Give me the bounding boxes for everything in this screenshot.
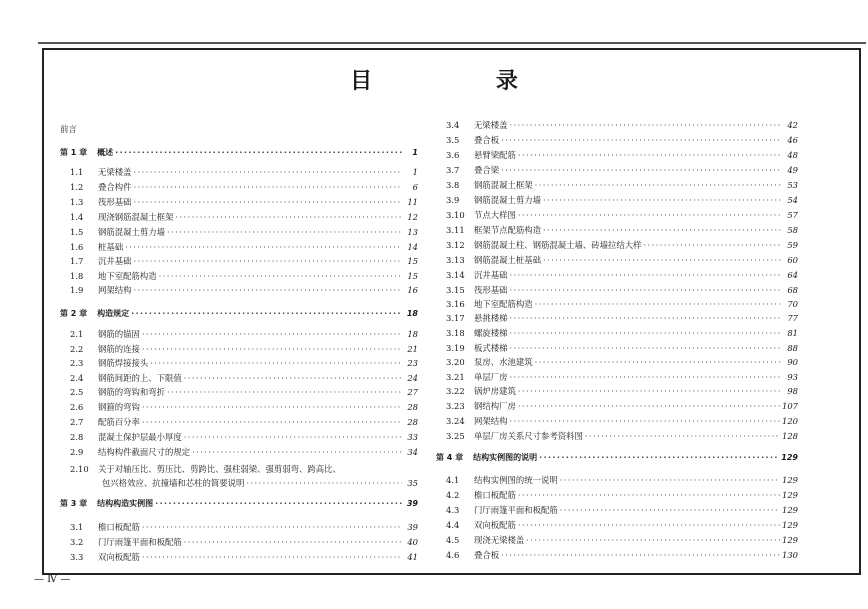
toc-entry[interactable] xyxy=(70,256,418,267)
leader-dots xyxy=(159,271,402,282)
page-number: 6 xyxy=(412,182,418,192)
page-number: 1 xyxy=(412,148,418,157)
section-number: 3.25 xyxy=(446,431,465,441)
leader-dots xyxy=(518,386,782,397)
section-title: 现浇钢筋混凝土框架 xyxy=(98,212,174,222)
page-number: 129 xyxy=(782,505,798,515)
section-title: 悬挑楼梯 xyxy=(474,313,508,323)
section-number: 3.6 xyxy=(446,150,460,160)
section-number: 3.7 xyxy=(446,165,460,175)
chapter-title: 结构构造实例图 xyxy=(97,499,154,508)
page-number: 15 xyxy=(407,271,418,281)
leader-dots xyxy=(501,550,780,561)
leader-dots xyxy=(510,285,783,296)
section-title: 网架结构 xyxy=(98,285,132,295)
page-number: 90 xyxy=(787,357,798,367)
section-number: 3.17 xyxy=(446,313,465,323)
page-number: 130 xyxy=(782,550,798,560)
section-number: 4.4 xyxy=(446,520,460,530)
chapter-number: 第 4 章 xyxy=(436,453,464,462)
section-number: 2.3 xyxy=(70,358,84,368)
section-number: 1.9 xyxy=(70,285,84,295)
section-number: 2.6 xyxy=(70,402,84,412)
leader-dots xyxy=(125,242,402,253)
toc-entry[interactable] xyxy=(446,372,798,383)
section-number: 1.6 xyxy=(70,242,84,252)
leader-dots xyxy=(560,505,780,516)
section-title: 门厅雨篷平面和板配筋 xyxy=(98,537,182,547)
section-number: 1.3 xyxy=(70,197,84,207)
page-number: 129 xyxy=(782,520,798,530)
leader-dots xyxy=(175,212,402,223)
section-title: 筏形基础 xyxy=(98,197,132,207)
toc-entry[interactable] xyxy=(446,505,798,516)
toc-entry[interactable] xyxy=(70,197,418,208)
section-title: 螺旋楼梯 xyxy=(474,328,508,338)
page-number: 120 xyxy=(782,416,798,426)
leader-dots xyxy=(134,197,403,208)
section-number: 2.9 xyxy=(70,447,84,457)
section-title: 无梁楼盖 xyxy=(474,120,508,130)
leader-dots xyxy=(501,165,782,176)
page-number: 48 xyxy=(787,150,798,160)
leader-dots xyxy=(543,255,782,266)
section-title: 无梁楼盖 xyxy=(98,167,132,177)
toc-entry[interactable] xyxy=(446,120,798,131)
toc-entry[interactable] xyxy=(446,150,798,161)
section-number: 1.1 xyxy=(70,167,84,177)
section-number: 4.5 xyxy=(446,535,460,545)
page-title: 目 录 xyxy=(350,69,576,94)
section-title: 钢筋间距的上、下限值 xyxy=(98,373,182,383)
page-number: 13 xyxy=(407,227,418,237)
leader-dots xyxy=(184,373,402,384)
leader-dots xyxy=(184,537,402,548)
section-title: 钢结构厂房 xyxy=(474,401,516,411)
section-number: 3.16 xyxy=(446,299,465,309)
toc-entry[interactable] xyxy=(446,165,798,176)
leader-dots xyxy=(510,313,783,324)
leader-dots xyxy=(510,120,783,131)
section-title: 双向板配筋 xyxy=(474,520,516,530)
page-number: 15 xyxy=(407,256,418,266)
section-number: 4.6 xyxy=(446,550,460,560)
section-title: 双向板配筋 xyxy=(98,552,140,562)
toc-entry[interactable] xyxy=(70,522,418,533)
section-title: 钢筋混凝土剪力墙 xyxy=(98,227,165,237)
toc-entry[interactable] xyxy=(70,227,418,238)
page-number: 14 xyxy=(407,242,418,252)
leader-dots xyxy=(192,447,402,458)
leader-dots xyxy=(560,475,780,486)
toc-entry[interactable] xyxy=(70,242,418,253)
chapter-number: 第 3 章 xyxy=(60,499,88,508)
toc-entry[interactable] xyxy=(70,212,418,223)
page-number: 33 xyxy=(407,432,418,442)
page-number: 58 xyxy=(787,225,798,235)
toc-entry[interactable] xyxy=(70,552,418,563)
chapter-number: 第 2 章 xyxy=(60,309,88,318)
section-title: 前言 xyxy=(60,124,77,134)
toc-entry[interactable] xyxy=(70,329,418,340)
page-number: 39 xyxy=(406,499,418,508)
section-title: 叠合板 xyxy=(474,550,500,560)
leader-dots xyxy=(142,402,402,413)
leader-dots xyxy=(134,182,403,193)
page-number: 18 xyxy=(407,329,418,339)
section-title: 单层厂房 xyxy=(474,372,508,382)
toc-entry[interactable] xyxy=(70,447,418,458)
page-number: 24 xyxy=(407,373,418,383)
leader-dots xyxy=(131,308,402,319)
toc-entry[interactable] xyxy=(446,240,798,251)
section-title: 钢筋的连接 xyxy=(98,344,140,354)
page-number: 107 xyxy=(782,401,798,411)
leader-dots xyxy=(644,240,783,251)
section-number: 1.2 xyxy=(70,182,84,192)
toc-entry[interactable] xyxy=(70,464,418,475)
toc-entry[interactable] xyxy=(446,328,798,339)
toc-entry[interactable] xyxy=(446,550,798,561)
section-number: 3.22 xyxy=(446,386,465,396)
leader-dots xyxy=(543,225,782,236)
page-number: 81 xyxy=(787,328,798,338)
section-number: 4.2 xyxy=(446,490,460,500)
page-number: 93 xyxy=(787,372,798,382)
section-number: 2.2 xyxy=(70,344,84,354)
section-title: 网架结构 xyxy=(474,416,508,426)
section-title: 地下室配筋构造 xyxy=(474,299,533,309)
page-number: 18 xyxy=(406,309,418,318)
toc-entry[interactable] xyxy=(446,210,798,221)
page-number: 88 xyxy=(787,343,798,353)
toc-entry[interactable] xyxy=(446,225,798,236)
page-number: 64 xyxy=(787,270,798,280)
leader-dots xyxy=(535,357,782,368)
leader-dots xyxy=(142,344,402,355)
page-number: 77 xyxy=(787,313,798,323)
toc-entry[interactable] xyxy=(70,402,418,413)
page-number: 129 xyxy=(782,535,798,545)
page-number: 12 xyxy=(407,212,418,222)
section-number: 2.10 xyxy=(70,464,89,474)
section-number: 2.8 xyxy=(70,432,84,442)
section-number: 3.24 xyxy=(446,416,465,426)
section-number: 4.3 xyxy=(446,505,460,515)
section-number: 2.7 xyxy=(70,417,84,427)
section-number: 3.9 xyxy=(446,195,460,205)
toc-entry[interactable] xyxy=(70,285,418,296)
page-number: 129 xyxy=(782,475,798,485)
section-number: 4.1 xyxy=(446,475,460,485)
section-title: 叠合构件 xyxy=(98,182,132,192)
toc-entry[interactable] xyxy=(446,490,798,501)
section-number: 1.4 xyxy=(70,212,84,222)
toc-chapter[interactable] xyxy=(60,147,418,158)
leader-dots xyxy=(150,358,402,369)
page-number: 60 xyxy=(787,255,798,265)
section-title: 沉井基础 xyxy=(474,270,508,280)
page-edge-line xyxy=(38,42,866,44)
section-title: 钢筋混凝土框架 xyxy=(474,180,533,190)
toc-entry[interactable] xyxy=(446,475,798,486)
page-number: 42 xyxy=(787,120,798,130)
toc-chapter[interactable] xyxy=(60,308,418,319)
leader-dots xyxy=(167,227,402,238)
page-number: 129 xyxy=(781,453,798,462)
section-title: 混凝土保护层最小厚度 xyxy=(98,432,182,442)
section-title: 板式楼梯 xyxy=(474,343,508,353)
section-number: 3.21 xyxy=(446,372,465,382)
section-number: 3.19 xyxy=(446,343,465,353)
toc-entry[interactable] xyxy=(70,358,418,369)
leader-dots xyxy=(510,270,783,281)
toc-chapter[interactable] xyxy=(436,452,798,463)
section-title-continued: 包兴格效应、抗撞墙和芯柱的简要说明 xyxy=(102,478,245,488)
toc-preface[interactable] xyxy=(60,124,418,135)
section-title: 关于对轴压比、剪压比、剪跨比、强柱弱梁、强剪弱弯、跨高比、 xyxy=(98,464,341,474)
page-number: 34 xyxy=(407,447,418,457)
section-number: 3.1 xyxy=(70,522,84,532)
toc-entry[interactable] xyxy=(70,182,418,193)
section-title: 钢筋的弯钩和弯折 xyxy=(98,387,165,397)
section-number: 3.13 xyxy=(446,255,465,265)
section-title: 结构实例图的统一说明 xyxy=(474,475,558,485)
section-number: 1.5 xyxy=(70,227,84,237)
leader-dots xyxy=(134,167,403,178)
section-title: 钢筋焊接接头 xyxy=(98,358,149,368)
page-number: 54 xyxy=(787,195,798,205)
section-title: 框架节点配筋构造 xyxy=(474,225,541,235)
leader-dots xyxy=(510,372,783,383)
toc-entry[interactable] xyxy=(70,417,418,428)
toc-entry[interactable] xyxy=(446,299,798,310)
leader-dots xyxy=(184,432,402,443)
toc-entry[interactable] xyxy=(446,386,798,397)
section-title: 节点大样图 xyxy=(474,210,516,220)
section-title: 结构构件截面尺寸的规定 xyxy=(98,447,191,457)
leader-dots xyxy=(246,478,402,489)
toc-entry[interactable] xyxy=(446,255,798,266)
leader-dots xyxy=(134,256,403,267)
section-title: 叠合梁 xyxy=(474,165,500,175)
section-number: 3.8 xyxy=(446,180,460,190)
chapter-title: 构造规定 xyxy=(97,309,130,318)
leader-dots xyxy=(510,416,781,427)
section-title: 门厅雨篷平面和板配筋 xyxy=(474,505,558,515)
section-title: 配筋百分率 xyxy=(98,417,140,427)
page-number: 68 xyxy=(787,285,798,295)
chapter-title: 结构实例图的说明 xyxy=(473,453,538,462)
page-number: 28 xyxy=(407,417,418,427)
section-number: 2.1 xyxy=(70,329,84,339)
toc-entry[interactable] xyxy=(70,537,418,548)
section-title: 钢箍的弯钩 xyxy=(98,402,140,412)
section-number: 3.23 xyxy=(446,401,465,411)
section-number: 3.3 xyxy=(70,552,84,562)
section-number: 1.8 xyxy=(70,271,84,281)
toc-entry-continuation[interactable] xyxy=(102,478,418,489)
page-number: 27 xyxy=(407,387,418,397)
page-number: 28 xyxy=(407,402,418,412)
leader-dots xyxy=(142,329,402,340)
leader-dots xyxy=(543,195,782,206)
page-number: 11 xyxy=(407,197,418,207)
section-title: 钢筋混凝土桩基础 xyxy=(474,255,541,265)
leader-dots xyxy=(142,417,402,428)
section-title: 沉井基础 xyxy=(98,256,132,266)
section-title: 叠合板 xyxy=(474,135,500,145)
leader-dots xyxy=(501,135,782,146)
leader-dots xyxy=(155,498,402,509)
leader-dots xyxy=(535,180,782,191)
page-number: 70 xyxy=(787,299,798,309)
section-number: 3.12 xyxy=(446,240,465,250)
leader-dots xyxy=(134,285,403,296)
toc-entry[interactable] xyxy=(446,195,798,206)
section-title: 钢筋混凝土柱、钢筋混凝土墙、砖墙拉结大样 xyxy=(474,240,642,250)
section-title: 泵房、水池建筑 xyxy=(474,357,533,367)
section-title: 檐口板配筋 xyxy=(98,522,140,532)
toc-entry[interactable] xyxy=(446,535,798,546)
page-number: 46 xyxy=(787,135,798,145)
section-title: 悬臂梁配筋 xyxy=(474,150,516,160)
page-number: 23 xyxy=(407,358,418,368)
leader-dots xyxy=(535,299,782,310)
leader-dots xyxy=(585,431,780,442)
toc-entry[interactable] xyxy=(446,343,798,354)
leader-dots xyxy=(539,452,779,463)
leader-dots xyxy=(518,490,780,501)
section-title: 锅炉房建筑 xyxy=(474,386,516,396)
section-number: 2.4 xyxy=(70,373,84,383)
toc-entry[interactable] xyxy=(70,271,418,282)
section-number: 3.18 xyxy=(446,328,465,338)
section-number: 3.20 xyxy=(446,357,465,367)
section-title: 桩基础 xyxy=(98,242,124,252)
page-number: 49 xyxy=(787,165,798,175)
section-number: 1.7 xyxy=(70,256,84,266)
toc-entry[interactable] xyxy=(446,357,798,368)
leader-dots xyxy=(142,522,402,533)
page-number: 16 xyxy=(407,285,418,295)
section-number: 3.14 xyxy=(446,270,465,280)
toc-entry[interactable] xyxy=(446,285,798,296)
section-title: 檐口板配筋 xyxy=(474,490,516,500)
toc-entry[interactable] xyxy=(446,270,798,281)
leader-dots xyxy=(518,401,780,412)
toc-entry[interactable] xyxy=(446,416,798,427)
page-number: 39 xyxy=(407,522,418,532)
toc-entry[interactable] xyxy=(70,373,418,384)
page-number: 128 xyxy=(782,431,798,441)
leader-dots xyxy=(142,552,402,563)
chapter-title: 概述 xyxy=(97,148,114,157)
section-title: 钢筋混凝土剪力墙 xyxy=(474,195,541,205)
page-number: 57 xyxy=(787,210,798,220)
section-title: 现浇无梁楼盖 xyxy=(474,535,525,545)
toc-entry[interactable] xyxy=(446,431,798,442)
toc-chapter[interactable] xyxy=(60,498,418,509)
section-number: 3.2 xyxy=(70,537,84,547)
chapter-number: 第 1 章 xyxy=(60,148,88,157)
section-title: 地下室配筋构造 xyxy=(98,271,157,281)
toc-entry[interactable] xyxy=(446,313,798,324)
leader-dots xyxy=(518,520,780,531)
page-number: 129 xyxy=(782,490,798,500)
leader-dots xyxy=(167,387,402,398)
toc-entry[interactable] xyxy=(70,432,418,443)
toc-entry[interactable] xyxy=(70,387,418,398)
page-number: 41 xyxy=(407,552,418,562)
toc-entry[interactable] xyxy=(446,401,798,412)
toc-entry[interactable] xyxy=(446,520,798,531)
page-number-footer: — Ⅳ — xyxy=(34,574,71,585)
leader-dots xyxy=(518,210,782,221)
section-number: 2.5 xyxy=(70,387,84,397)
section-number: 3.4 xyxy=(446,120,460,130)
section-title: 筏形基础 xyxy=(474,285,508,295)
page-number: 98 xyxy=(787,386,798,396)
section-number: 3.15 xyxy=(446,285,465,295)
toc-entry[interactable] xyxy=(446,135,798,146)
toc-entry[interactable] xyxy=(70,344,418,355)
section-number: 3.10 xyxy=(446,210,465,220)
leader-dots xyxy=(115,147,402,158)
leader-dots xyxy=(518,150,782,161)
page-number: 35 xyxy=(407,478,418,488)
page-number: 21 xyxy=(407,344,418,354)
page-number: 1 xyxy=(412,167,418,177)
section-number: 3.5 xyxy=(446,135,460,145)
page-number: 40 xyxy=(407,537,418,547)
toc-entry[interactable] xyxy=(446,180,798,191)
leader-dots xyxy=(510,343,783,354)
toc-entry[interactable] xyxy=(70,167,418,178)
section-number: 3.11 xyxy=(446,225,465,235)
section-title: 钢筋的锚固 xyxy=(98,329,140,339)
leader-dots xyxy=(526,535,780,546)
page-number: 53 xyxy=(787,180,798,190)
leader-dots xyxy=(510,328,783,339)
page-number: 59 xyxy=(787,240,798,250)
section-title: 单层厂房关系尺寸参考资料图 xyxy=(474,431,583,441)
